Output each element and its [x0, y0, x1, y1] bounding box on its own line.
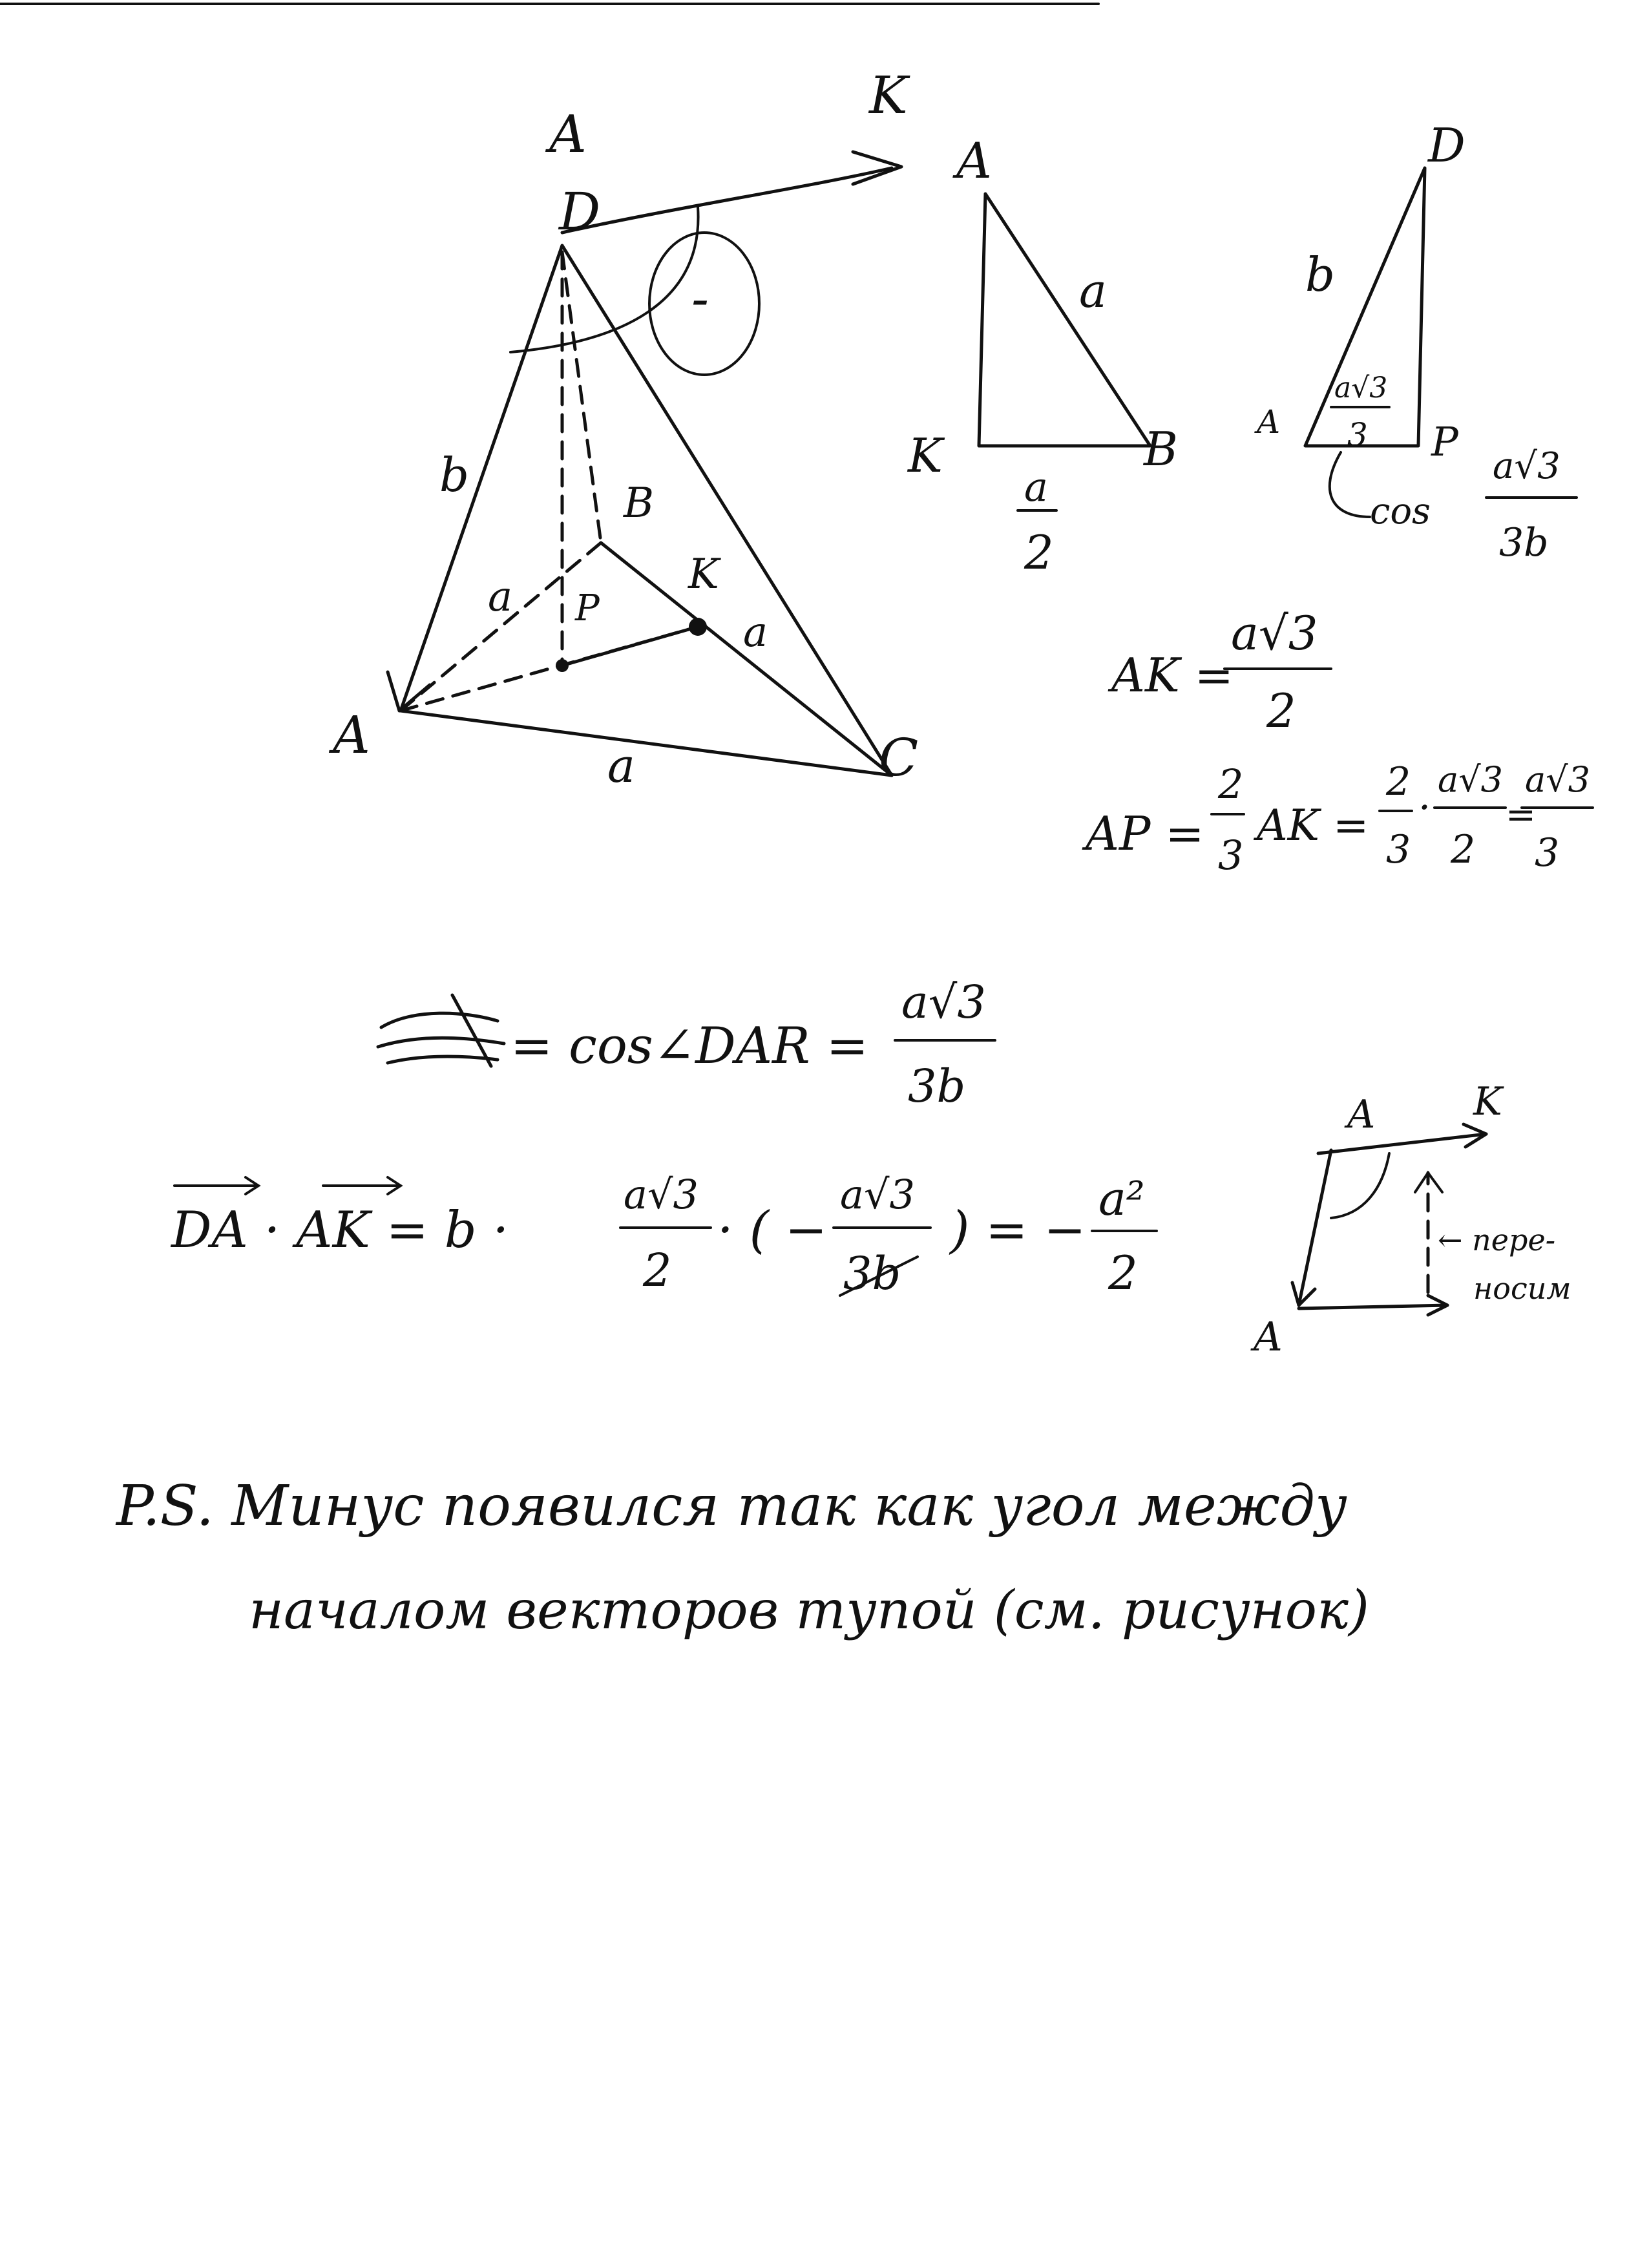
formula-dot [170, 1171, 1157, 1300]
base-AC [401, 711, 892, 775]
side-a2-label: a [743, 609, 768, 656]
tri1-top-label: A [956, 132, 992, 189]
dot-lhs: DA · AK = b · [171, 1201, 509, 1259]
ak-num: a√3 [1231, 606, 1318, 660]
tri1-left-label: K [908, 428, 943, 483]
base-c-label: C [879, 728, 919, 788]
translation-figure [1250, 1079, 1571, 1360]
ak-lhs: AK = [1111, 648, 1234, 702]
small-vec-top [1318, 1134, 1486, 1153]
k-point [689, 618, 707, 636]
small-note-1: ← пере- [1438, 1223, 1556, 1257]
side-a1-label: a [488, 573, 513, 621]
dot-f1-num: a√3 [624, 1171, 698, 1218]
formula-ak [1108, 606, 1331, 738]
ap-dot: · [1418, 785, 1431, 830]
ap-f2-num: 2 [1386, 759, 1411, 804]
small-top-a: A [1347, 1092, 1376, 1137]
formula-cos [378, 976, 995, 1113]
solid-PK [562, 627, 698, 666]
vec-arrow-ak [323, 1177, 401, 1194]
scribble-out [378, 995, 504, 1066]
tri1-hyp-label: a [1079, 264, 1107, 318]
tri2-angle-arc [1330, 452, 1370, 517]
dot-close: ) = − [950, 1201, 1086, 1259]
apex-d-label: D [559, 182, 601, 242]
dot-f1-den: 2 [643, 1244, 672, 1297]
ap-f2-den: 3 [1386, 827, 1411, 872]
tri2-right-label: P [1431, 418, 1458, 465]
small-angle-arc [1331, 1153, 1389, 1218]
angle-sign: - [691, 269, 709, 329]
apex-label: A [549, 104, 587, 164]
ap-r-num: a√3 [1525, 759, 1590, 800]
edge-DA [401, 246, 562, 711]
dot-r-num: a² [1098, 1171, 1145, 1226]
ak-den: 2 [1266, 684, 1296, 738]
base-b-label: B [624, 479, 655, 527]
ap-f-den: 3 [1218, 832, 1244, 879]
side-a3-label: a [607, 739, 635, 793]
tri2-left-label: A [1257, 403, 1281, 441]
dot-mid: · ( − [717, 1201, 828, 1259]
pyramid-figure [328, 65, 918, 793]
tri2-top-label: D [1428, 118, 1465, 173]
small-top-k: K [1473, 1079, 1502, 1124]
tri1-leg-num: a [1024, 463, 1048, 510]
tri2-cos-label: cos [1370, 490, 1431, 532]
tri2-cos-den: 3b [1499, 520, 1549, 565]
vector-dk [562, 168, 892, 233]
edge-b-label: b [439, 448, 470, 502]
center-point [556, 659, 569, 672]
dot-r-den: 2 [1108, 1246, 1138, 1300]
triangle-akb [907, 132, 1178, 580]
ps-note [115, 1474, 1369, 1641]
small-note-2: носим [1473, 1271, 1571, 1306]
cos-lhs: = cos∠DAR = [510, 1017, 868, 1075]
edge-DC [562, 246, 892, 775]
dot-f2-num: a√3 [840, 1171, 915, 1218]
formula-ap [1082, 759, 1593, 879]
center-p-label: P [575, 587, 600, 629]
ap-lhs: AP = [1086, 806, 1204, 861]
cos-num: a√3 [901, 976, 986, 1029]
ap-v-num: a√3 [1438, 759, 1503, 800]
ap-mid: AK = [1257, 801, 1369, 850]
triangle-akb-shape [979, 194, 1150, 446]
cos-den: 3b [908, 1060, 966, 1113]
angle-arc-outer [510, 207, 698, 352]
tri2-leg-num: a√3 [1334, 372, 1388, 404]
tri1-right-label: B [1144, 422, 1178, 476]
vec-arrow-da [174, 1177, 258, 1194]
dot-f2-den: 3b [843, 1247, 901, 1300]
small-bottom-a: A [1254, 1313, 1283, 1360]
tri2-side-label: b [1305, 247, 1336, 302]
base-BC [601, 543, 892, 775]
tri1-leg-den: 2 [1024, 525, 1054, 580]
ap-v-den: 2 [1451, 827, 1476, 872]
ap-f-num: 2 [1218, 761, 1244, 808]
small-vec-side [1299, 1150, 1331, 1305]
ap-r-den: 3 [1535, 830, 1560, 876]
tri2-leg-den: 3 [1347, 416, 1368, 454]
vector-dk-head [853, 152, 901, 184]
triangle-dap [1254, 118, 1577, 565]
ps-line-2: началом векторов тупой (см. рисунок) [249, 1580, 1369, 1641]
mid-k-label: K [688, 551, 719, 598]
base-a-label: A [333, 705, 370, 765]
tri2-cos-num: a√3 [1493, 445, 1560, 487]
ap-eq: = [1506, 794, 1536, 836]
ray-k-label: K [869, 65, 908, 125]
small-vec-bottom [1299, 1305, 1447, 1308]
ps-line-1: P.S. Минус появился так как угол между [116, 1474, 1347, 1538]
